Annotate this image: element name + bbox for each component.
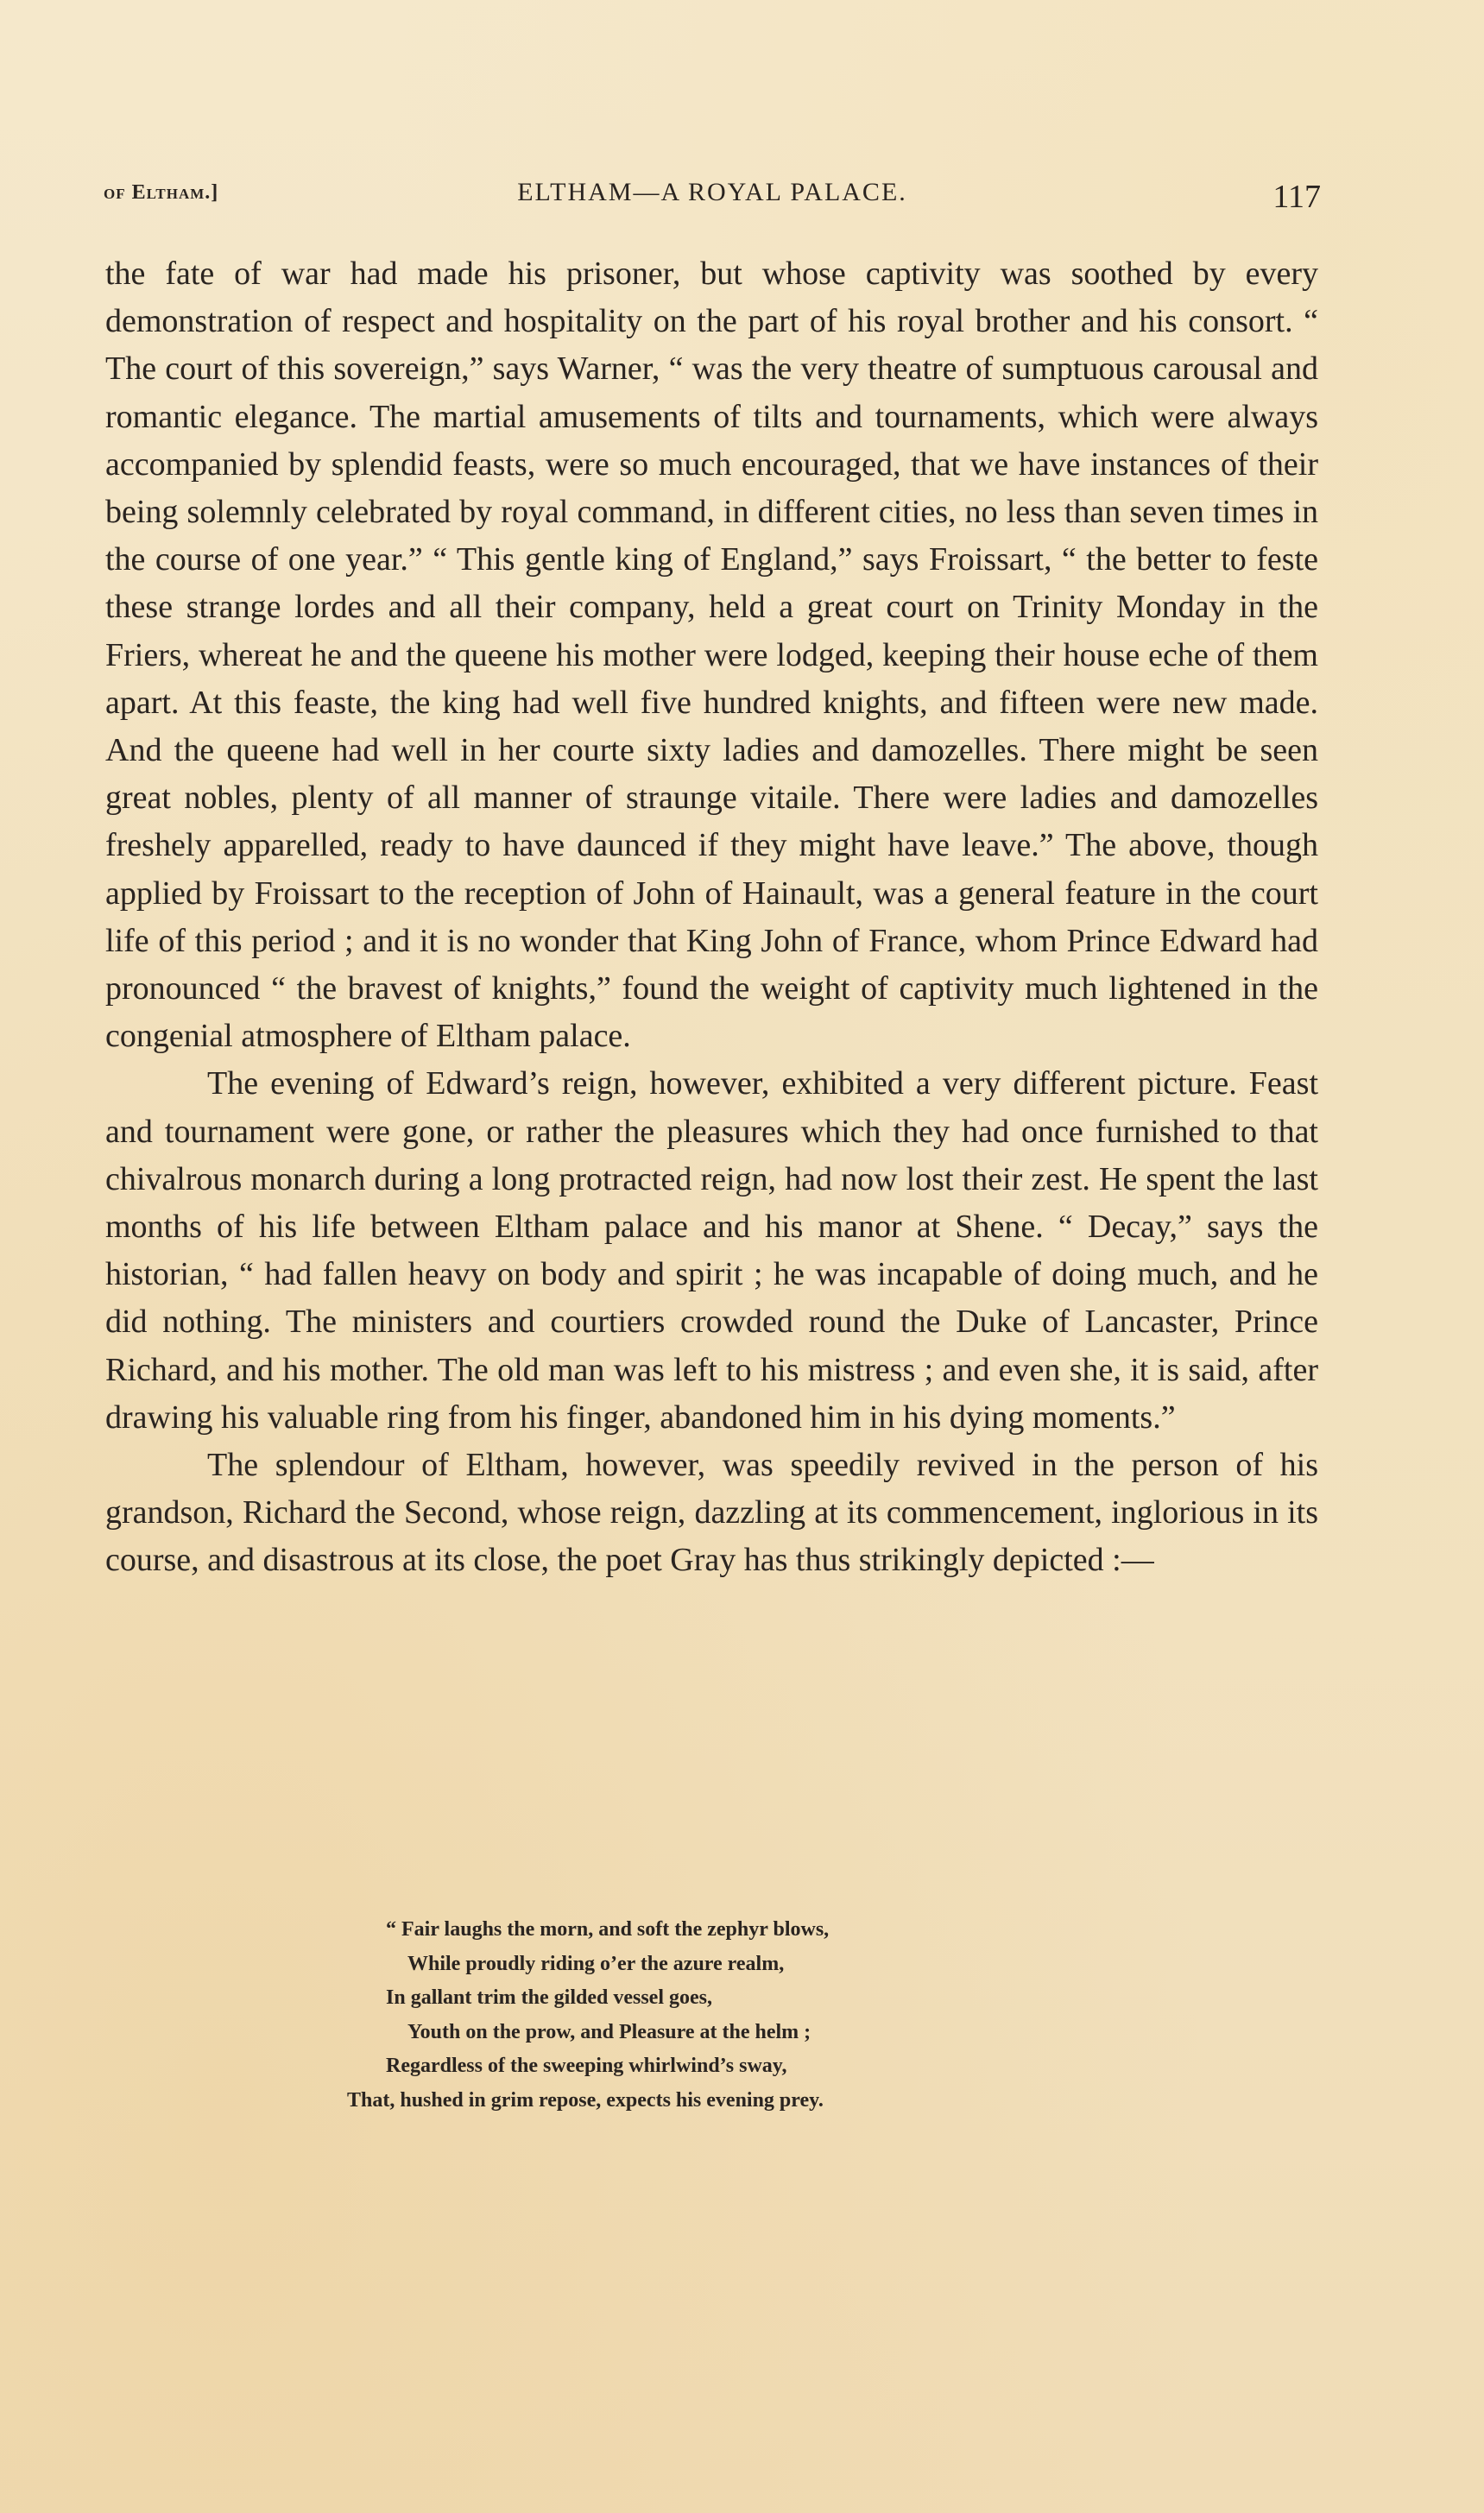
verse-line: That, hushed in grim repose, expects his evening prey. <box>347 2088 824 2112</box>
page-number: 117 <box>1272 179 1321 215</box>
verse-quotation <box>347 1913 1210 2118</box>
paragraph: The splendour of Eltham, however, was speedily revived in the person of his grandson, Richard the Second, whose reign, dazzling at its commencement, inglorious in its course, and disastrous at its close, the poet Gray has thus strikingly depicted :— <box>105 1447 1318 1579</box>
body-text <box>105 250 1318 1585</box>
verse-line: In gallant trim the gilded vessel goes, <box>386 1986 712 2009</box>
verse-line: While proudly riding o’er the azure realm, <box>407 1952 785 1975</box>
paragraph: The evening of Edward’s reign, however, exhibited a very different picture. Feast and tournament were gone, or rather the pleasures which they had once furnished to that chivalrous monarch during a long protracted reign, had now lost their zest. He spent the last months of his life between Eltham palace and his manor at Shene. “ Decay,” says the historian, “ had fallen heavy on body and spirit ; he was incapable of doing much, and he did nothing. The ministers and courtiers crowded round the Duke of Lancaster, Prince Richard, and his mother. The old man was left to his mistress ; and even she, it is said, after drawing his valuable ring from his finger, abandoned him in his dying moments.” <box>105 1065 1318 1436</box>
verse-line: Regardless of the sweeping whirlwind’s sway, <box>386 2055 787 2077</box>
running-head <box>104 169 1321 221</box>
running-head-title: ELTHAM—A ROYAL PALACE. <box>517 178 907 206</box>
paragraph: the fate of war had made his prisoner, but whose captivity was soothed by every demonstration of respect and hospitality on the part of his royal brother and his consort. “ The court of this sovereign,” says Warner, “ was the very theatre of sumptuous carousal and romantic elegance. The martial amusements of tilts and tournaments, which were always accompanied by splendid feasts, were so much encouraged, that we have instances of their being solemnly celebrated by royal command, in different cities, no less than seven times in the course of one year.” “ This gentle king of England,” says Froissart, “ the better to feste these strange lordes and all their company, held a great court on Trinity Monday in the Friers, whereat he and the queene his mother were lodged, keeping their house eche of them apart. At this feaste, the king had well five hundred knights, and fifteen were new made. And the queene had well in her courte sixty ladies and damozelles. There might be seen great nobles, plenty of all manner of straunge vitaile. There were ladies and damozelles freshely apparelled, ready to have daunced if they might have leave.” The above, though applied by Froissart to the reception of John of Hainault, was a general feature in the court life of this period ; and it is no wonder that King John of France, whom Prince Edward had pronounced “ the bravest of knights,” found the weight of captivity much lightened in the congenial atmosphere of Eltham palace. <box>105 256 1318 1055</box>
verse-line: “ Fair laughs the morn, and soft the zephyr blows, <box>386 1918 830 1941</box>
verse-line: Youth on the prow, and Pleasure at the helm ; <box>407 2020 811 2043</box>
running-head-section: of Eltham.] <box>104 181 219 204</box>
